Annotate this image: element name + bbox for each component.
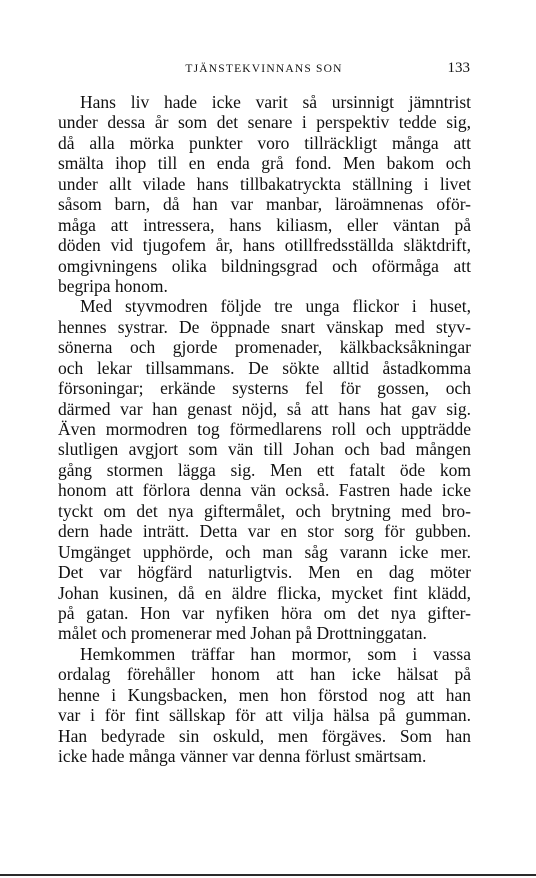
text-line: Även mormodren tog förmedlarens roll och uppträdde: [58, 419, 471, 439]
text-line: försoningar; erkände systerns fel för gossen, och: [58, 378, 471, 399]
text-line: Umgänget upphörde, och man såg varann icke mer.: [58, 541, 471, 562]
text-line: Hans liv hade icke varit så ursinnigt jämntrist: [80, 92, 471, 112]
running-header: [58, 60, 470, 80]
text-line: dern hade inträtt. Detta var en stor sorg för gubben.: [58, 521, 471, 542]
text-line: henne i Kungsbacken, men hon förstod nog att han: [58, 684, 471, 705]
text-line: hennes systrar. De öppnade snart vänskap med styv-: [58, 316, 471, 337]
text-line: därmed var han genast nöjd, så att hans hat gav sig.: [58, 398, 471, 419]
bottom-edge-rule: [0, 874, 536, 876]
text-line: Johan kusinen, då en äldre flicka, mycket fint klädd,: [58, 582, 471, 603]
text-line: då alla mörka punkter voro tillräckligt många att: [58, 132, 471, 153]
text-line: och lekar tillsammans. De sökte alltid åstadkomma: [58, 357, 471, 378]
text-line: under allt vilade hans tillbakatryckta ställning i livet: [58, 173, 471, 194]
text-line: Han bedyrade sin oskuld, men förgäves. Som han: [58, 725, 471, 746]
text-line: honom att förlora denna vän också. Fastren hade icke: [58, 480, 471, 501]
text-line: smälta ihop till en enda grå fond. Men bakom och: [58, 153, 471, 174]
text-line: sönerna och gjorde promenader, kälkbacksåkningar: [58, 337, 471, 358]
text-line: döden vid tjugofem år, hans otillfredsställda släktdrift,: [58, 235, 471, 256]
text-line: gång stormen lägga sig. Men ett fatalt öde kom: [58, 459, 471, 480]
text-line: Det var högfärd naturligtvis. Men en dag möter: [58, 562, 471, 583]
text-line: icke hade många vänner var denna förlust smärtsam.: [58, 746, 427, 766]
text-line: på gatan. Hon var nyfiken höra om det nya gifter-: [58, 602, 471, 623]
text-line: Hemkommen träffar han mormor, som i vassa: [80, 643, 471, 664]
text-line: målet och promenerar med Johan på Drottninggatan.: [58, 623, 427, 644]
text-line: såsom barn, då han var manbar, läroämnenas oför-: [58, 194, 471, 215]
text-line: under dessa år som det senare i perspektiv tedde sig,: [58, 112, 471, 133]
text-line: slutligen avgjort som vän till Johan och bad mången: [58, 439, 471, 460]
body-text: [58, 92, 471, 766]
running-title: TJÄNSTEKVINNANS SON: [185, 63, 343, 75]
text-line: omgivningens olika bildningsgrad och oförmåga att: [58, 255, 471, 276]
text-line: tyckt om det nya giftermålet, och brytning med bro-: [58, 500, 471, 521]
text-line: begripa honom.: [58, 275, 168, 296]
text-line: måga att intressera, hans kiliasm, eller väntan på: [58, 214, 471, 235]
text-line: ordalag förehåller honom att han icke hälsat på: [58, 664, 471, 685]
page-number: 133: [447, 60, 470, 76]
text-line: var i för fint sällskap för att vilja hälsa på gumman.: [58, 705, 471, 726]
text-line: Med styvmodren följde tre unga flickor i huset,: [80, 296, 471, 317]
